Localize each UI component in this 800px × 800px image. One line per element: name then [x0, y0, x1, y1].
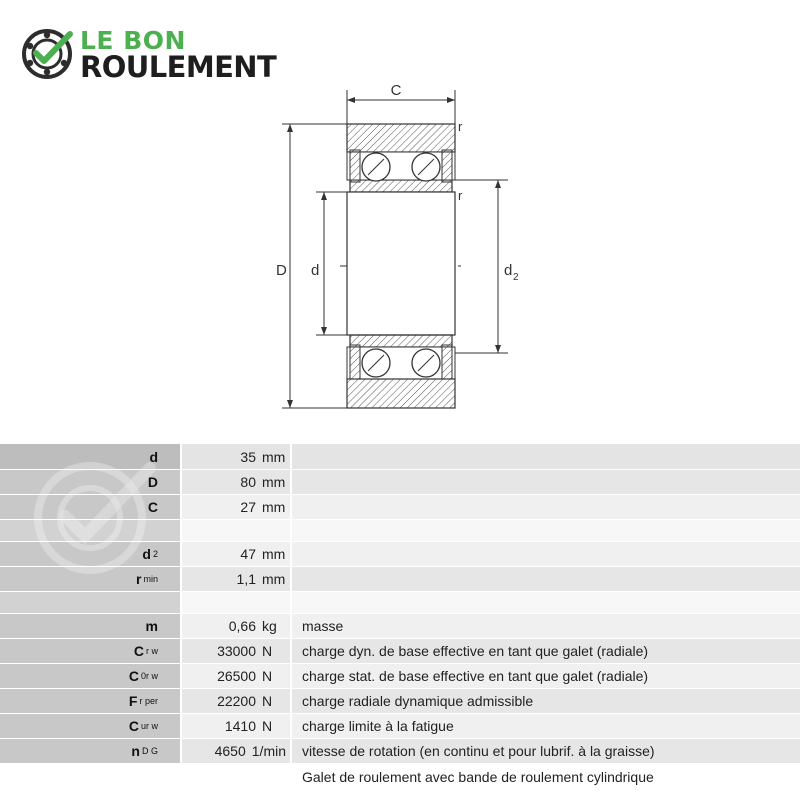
table-row — [0, 542, 800, 566]
row-unit: 1/min — [251, 743, 286, 759]
row-value: 35 — [240, 448, 256, 465]
bearing-check-icon — [22, 26, 76, 80]
dim-label-d2-sub: 2 — [513, 272, 519, 283]
row-symbol: r — [136, 571, 142, 587]
row-unit: mm — [262, 474, 286, 490]
row-symbol-sub: min — [143, 574, 158, 584]
row-symbol: m — [145, 618, 158, 634]
row-value: 0,66 — [228, 618, 256, 634]
row-value: 47 — [240, 546, 256, 562]
row-symbol-sub: 0r w — [140, 671, 158, 681]
row-symbol: D — [147, 474, 158, 490]
row-symbol: n — [131, 743, 140, 759]
row-unit: N — [262, 643, 273, 659]
table-row — [0, 664, 800, 688]
row-symbol: d — [149, 448, 158, 465]
table-spacer — [0, 592, 800, 613]
dim-label-r-outer: r — [458, 119, 463, 134]
row-desc: charge radiale dynamique admissible — [302, 693, 534, 709]
dim-label-bore-d: d — [311, 262, 320, 279]
table-row — [0, 689, 800, 713]
spec-table — [0, 444, 800, 800]
dim-label-outer-d: D — [276, 262, 287, 279]
row-desc: charge limite à la fatigue — [302, 718, 454, 734]
row-unit: mm — [262, 448, 286, 465]
row-value: 80 — [240, 474, 256, 490]
brand-line2: ROULEMENT — [80, 50, 277, 84]
row-symbol-sub: 2 — [152, 549, 158, 559]
row-value: 22200 — [217, 693, 256, 709]
row-value: 26500 — [217, 668, 256, 684]
row-symbol: C — [128, 718, 139, 734]
dim-label-c: C — [390, 82, 402, 99]
row-symbol: C — [133, 643, 144, 659]
brand-logo[interactable] — [22, 26, 302, 86]
row-value: 1410 — [224, 718, 256, 734]
table-row — [0, 714, 800, 738]
row-unit: N — [262, 718, 273, 734]
table-row — [0, 567, 800, 591]
row-desc: masse — [302, 618, 344, 634]
row-value: 4650 — [214, 743, 246, 759]
table-row — [0, 444, 800, 469]
row-unit: N — [262, 693, 273, 709]
row-symbol: F — [128, 693, 138, 709]
row-desc: charge dyn. de base effective en tant que galet (radiale) — [302, 643, 649, 659]
table-row — [0, 614, 800, 638]
row-symbol-sub: ur w — [140, 721, 158, 731]
row-symbol-sub: r per — [139, 696, 158, 706]
table-row — [0, 639, 800, 663]
table-row — [0, 495, 800, 519]
row-desc: charge stat. de base effective en tant que galet (radiale) — [302, 668, 649, 684]
dim-label-r-inner: r — [458, 188, 463, 203]
row-unit: mm — [262, 571, 286, 587]
row-desc: vitesse de rotation (en continu et pour lubrif. à la graisse) — [302, 743, 655, 759]
bearing-cross-section-drawing — [270, 78, 530, 418]
table-spacer — [0, 520, 800, 541]
row-unit: mm — [262, 546, 286, 562]
row-unit: mm — [262, 499, 286, 515]
table-footer-row — [0, 764, 800, 790]
row-value: 33000 — [217, 643, 256, 659]
row-symbol: C — [128, 668, 139, 684]
dim-label-d2: d — [504, 262, 513, 279]
row-symbol: C — [147, 499, 158, 515]
table-footer-text: Galet de roulement avec bande de roulement cylindrique — [302, 769, 654, 785]
table-row — [0, 739, 800, 763]
row-value: 1,1 — [236, 571, 256, 587]
row-unit: N — [262, 668, 273, 684]
row-symbol-sub: r w — [146, 646, 158, 656]
row-symbol-sub: D G — [141, 746, 158, 756]
row-value: 27 — [240, 499, 256, 515]
row-symbol: d — [142, 546, 151, 562]
row-unit: kg — [262, 618, 277, 634]
table-row — [0, 470, 800, 494]
brand-line1: LE BON — [80, 26, 186, 55]
